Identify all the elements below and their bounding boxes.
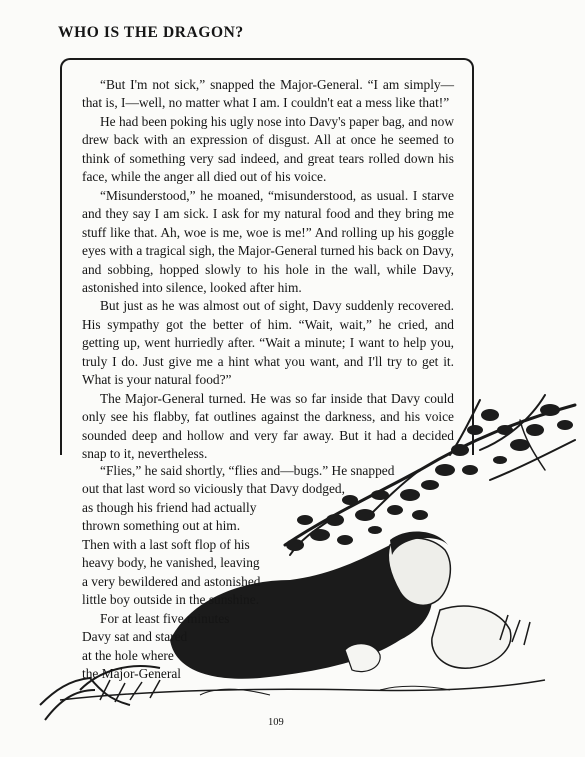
page-number: 109 <box>268 717 284 728</box>
text-line: Davy sat and stared <box>82 629 188 645</box>
text-line: a very bewildered and astonished <box>82 573 261 589</box>
paragraph: “But I'm not sick,” snapped the Major-General. “I am simply—that is, I—well, no matter what I am. I couldn't eat a mess like that!” <box>82 77 454 111</box>
wrapped-text-lines <box>82 462 422 683</box>
text-line: little boy outside in the sunshine. <box>82 592 260 608</box>
paragraph: But just as he was almost out of sight, Davy suddenly recovered. His sympathy got the better of him. “Wait, wait,” he cried, and getting up, went hurriedly after. “Wait a minute; I want to help you, truly I do. Just give me a hint what you want, and I'll try to get it. What is your natural food?” <box>82 298 454 388</box>
text-line: “Flies,” he said shortly, “flies and—bugs.” He snapped <box>100 463 395 478</box>
text-line: out that last word so viciously that Davy dodged, <box>82 481 345 497</box>
text-line: the Major-General <box>82 665 181 681</box>
running-head: WHO IS THE DRAGON? <box>58 24 244 41</box>
text-line: Then with a last soft flop of his <box>82 536 250 552</box>
paragraph: The Major-General turned. He was so far inside that Davy could only see his flabby, fat outlines against the darkness, and his voice sounded deep and hollow and very far away. But it had a decided snap to it, nevertheless. <box>82 390 454 462</box>
paragraph: “Misunderstood,” he moaned, “misunderstood, as usual. I starve and they say I am sick. I ask for my natural food and they bring me stuff like that. Ah, woe is me, woe is me!” And rolling up his goggle eyes with a tragical sigh, the Major-General turned his back on Davy, and sobbing, hopped slowly to his hole in the wall, while Davy, astonished into silence, looked after him. <box>82 187 454 295</box>
text-line: thrown something out at him. <box>82 518 241 534</box>
text-line: For at least five minutes <box>100 610 230 626</box>
text-line: as though his friend had actually <box>82 499 257 515</box>
text-line: heavy body, he vanished, leaving <box>82 555 260 571</box>
paragraph: He had been poking his ugly nose into Davy's paper bag, and now drew back with an expression of disgust. All at once he seemed to think of something very sad indeed, and great tears rolled down his face, while the anger all died out of his voice. <box>82 113 454 185</box>
text-line: at the hole where <box>82 647 174 663</box>
